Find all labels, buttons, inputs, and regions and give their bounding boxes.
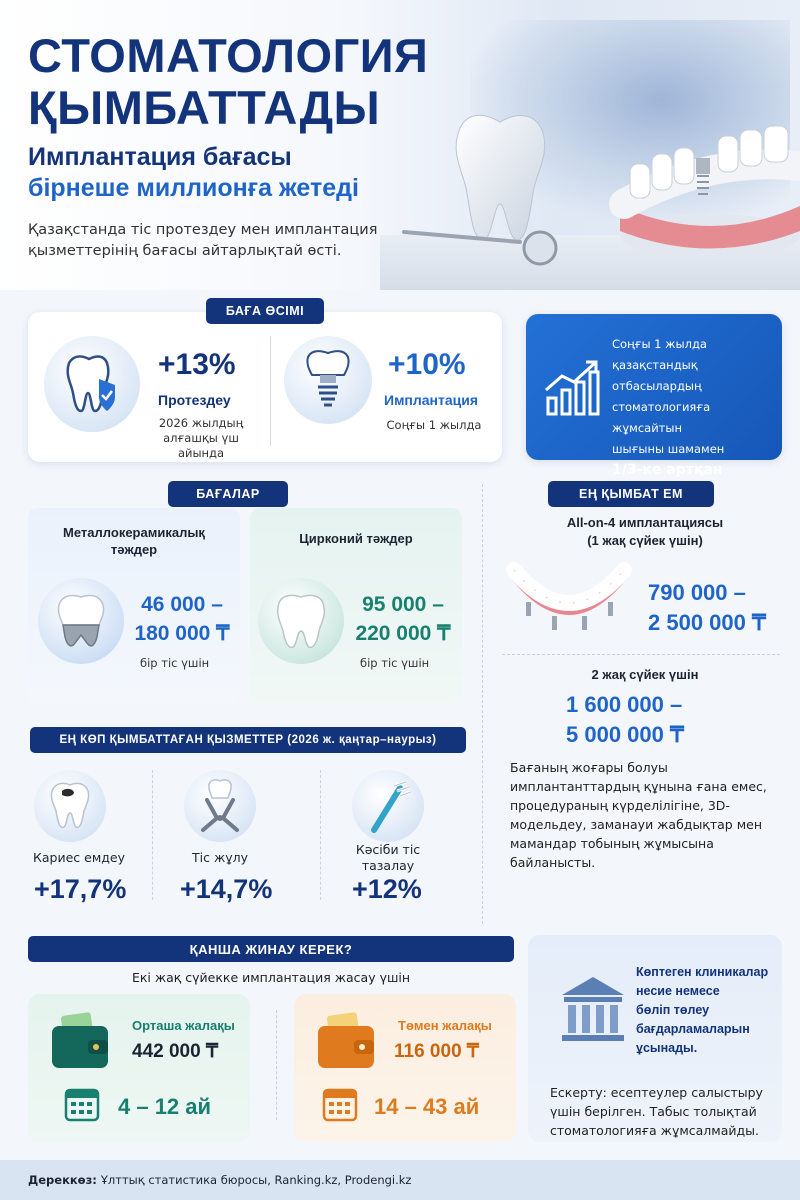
column-divider	[482, 484, 483, 924]
savings-amount-average: 442 000 ₸	[132, 1041, 219, 1062]
services-divider-2	[320, 770, 321, 900]
savings-subtitle: Екі жақ сүйекке имплантация жасау үшін	[131, 970, 411, 985]
page-title	[28, 30, 428, 134]
price-metal-ceramic	[124, 590, 240, 648]
credit-info-text	[636, 963, 778, 1058]
chart-growth-icon	[542, 354, 606, 418]
savings-amount-low: 116 000 ₸	[394, 1041, 479, 1062]
expensive-title-line-1: All-on-4 имплантациясы	[566, 515, 724, 530]
service-label-extraction: Тіс жұлу	[192, 850, 248, 865]
growth-note-prosthetics-line-2: алғашқы үш айында	[163, 431, 239, 460]
implant-model-image	[600, 96, 800, 261]
service-label-cleaning-line-2: тазалау	[361, 858, 415, 873]
savings-divider	[276, 1010, 277, 1120]
caries-tooth-icon	[34, 770, 106, 842]
credit-line-2: несие немесе	[636, 984, 720, 998]
calendar-icon	[64, 1086, 100, 1122]
wallet-orange-icon	[314, 1012, 378, 1072]
growth-label-implant: Имплантация	[384, 392, 479, 408]
savings-card-average	[28, 994, 250, 1142]
service-label-cleaning	[338, 842, 438, 874]
price-title-metal-ceramic-line-1: Металлокерамикалық	[63, 525, 205, 540]
services-divider-1	[152, 770, 153, 900]
implant-icon	[284, 336, 372, 424]
price-title-zirconia: Цирконий тәждер	[299, 531, 413, 546]
family-line-4: шығыны шамамен	[612, 442, 725, 456]
expensive-price-2-line-2: 5 000 000 ₸	[566, 722, 684, 747]
credit-line-5: ұсынады.	[636, 1041, 698, 1055]
services-pill: ЕҢ КӨП ҚЫМБАТТАҒАН ҚЫЗМЕТТЕР (2026 ж. қаңтар–наурыз)	[30, 727, 466, 753]
wallet-icon	[48, 1012, 112, 1072]
credit-line-1: Көптеген клиникалар	[636, 965, 769, 979]
service-pct-extraction: +14,7%	[180, 874, 273, 904]
price-title-metal-ceramic-line-2: тәждер	[110, 542, 158, 557]
growth-pill: БАҒА ӨСІМІ	[206, 298, 324, 324]
growth-note-prosthetics	[140, 416, 262, 461]
intro-text: Қазақстанда тіс протездеу мен имплантация қызметтерінің бағасы айтарлықтай өсті.	[28, 222, 378, 259]
title-line-2: ҚЫМБАТТАДЫ	[28, 81, 381, 134]
all-on-4-denture-image	[500, 562, 638, 642]
extraction-forceps-icon	[184, 770, 256, 842]
hero-section	[0, 0, 800, 290]
growth-note-implant: Соңғы 1 жылда	[386, 418, 482, 432]
expensive-title-line-2: (1 жақ сүйек үшін)	[587, 533, 703, 548]
family-spending-box	[526, 314, 782, 478]
tooth-shield-icon	[44, 336, 140, 432]
price-metal-ceramic-line-1: 46 000 –	[141, 593, 223, 616]
price-title-metal-ceramic	[28, 524, 240, 558]
growth-note-prosthetics-line-1: 2026 жылдың	[158, 416, 244, 430]
family-line-3: стоматологияға жұмсайтын	[612, 400, 711, 435]
price-metal-ceramic-line-2: 180 000 ₸	[134, 622, 230, 645]
expensive-price-2-line-1: 1 600 000 –	[566, 692, 683, 717]
growth-pct-implant: +10%	[388, 348, 466, 381]
savings-months-average: 4 – 12 ай	[118, 1094, 212, 1119]
family-line-1: Соңғы 1 жылда	[612, 337, 707, 351]
savings-months-low: 14 – 43 ай	[374, 1094, 480, 1119]
price-zirconia	[344, 590, 462, 648]
family-spending-text	[612, 334, 772, 481]
service-label-cleaning-line-1: Кәсіби тіс	[355, 842, 421, 857]
growth-label-prosthetics: Протездеу	[158, 392, 231, 408]
footer-sources	[0, 1160, 800, 1200]
savings-pill: ҚАНША ЖИНАУ КЕРЕК?	[28, 936, 514, 962]
footer-sources-text: Ұлттық статистика бюросы, Ranking.kz, Prodengi.kz	[100, 1173, 412, 1187]
savings-card-low	[294, 994, 516, 1142]
service-pct-cleaning: +12%	[352, 874, 422, 904]
expensive-price-1	[648, 578, 766, 638]
savings-label-average: Орташа жалақы	[132, 1018, 235, 1033]
price-card-zirconia	[250, 508, 462, 704]
price-note-metal-ceramic: бір тіс үшін	[140, 656, 210, 670]
savings-label-low: Төмен жалақы	[398, 1018, 492, 1033]
toothbrush-icon	[352, 770, 424, 842]
expensive-price-1-line-1: 790 000 –	[648, 580, 746, 605]
calendar-orange-icon	[322, 1086, 358, 1122]
expensive-divider	[502, 654, 780, 655]
bank-icon	[558, 973, 628, 1045]
expensive-title	[510, 514, 780, 550]
expensive-price-2	[566, 690, 716, 750]
family-highlight: 1/3-ке артқан	[612, 462, 723, 478]
zirconia-crown-icon	[258, 578, 344, 664]
growth-divider	[270, 336, 271, 446]
metal-crown-icon	[38, 578, 124, 664]
title-line-1: СТОМАТОЛОГИЯ	[28, 29, 429, 82]
growth-pct-prosthetics: +13%	[158, 348, 236, 381]
price-zirconia-line-2: 220 000 ₸	[355, 622, 451, 645]
subtitle-line-2: бірнеше миллионға жетеді	[28, 174, 359, 202]
credit-info-box	[528, 935, 782, 1142]
expensive-price-1-line-2: 2 500 000 ₸	[648, 610, 766, 635]
footer-label: Дереккөз:	[28, 1173, 97, 1187]
expensive-pill: ЕҢ ҚЫМБАТ ЕМ	[548, 481, 714, 507]
dental-mirror-image	[400, 214, 560, 274]
expensive-paragraph: Бағаның жоғары болуы имплантанттардың құнына ғана емес, процедураның күрделілігіне, 3D-модельдеу, заманауи жабдықтар мен мамандар тобының жұмысына байланысты.	[510, 760, 767, 870]
price-zirconia-line-1: 95 000 –	[362, 593, 444, 616]
subtitle-line-1: Имплантация бағасы	[28, 143, 292, 171]
prices-pill: БАҒАЛАР	[168, 481, 288, 507]
expensive-title-2: 2 жақ сүйек үшін	[591, 667, 699, 682]
family-line-2: қазақстандық отбасылардың	[612, 358, 702, 393]
service-label-caries: Кариес емдеу	[33, 850, 125, 865]
price-card-metal-ceramic	[28, 508, 240, 704]
service-pct-caries: +17,7%	[34, 874, 127, 904]
credit-line-3: бөліп төлеу	[636, 1003, 710, 1017]
credit-line-4: бағдарламаларын	[636, 1022, 750, 1036]
price-note-zirconia: бір тіс үшін	[360, 656, 430, 670]
savings-note: Ескерту: есептеулер салыстыру үшін берілген. Табыс толықтай стоматологияға жұмсалмайды.	[550, 1085, 763, 1138]
